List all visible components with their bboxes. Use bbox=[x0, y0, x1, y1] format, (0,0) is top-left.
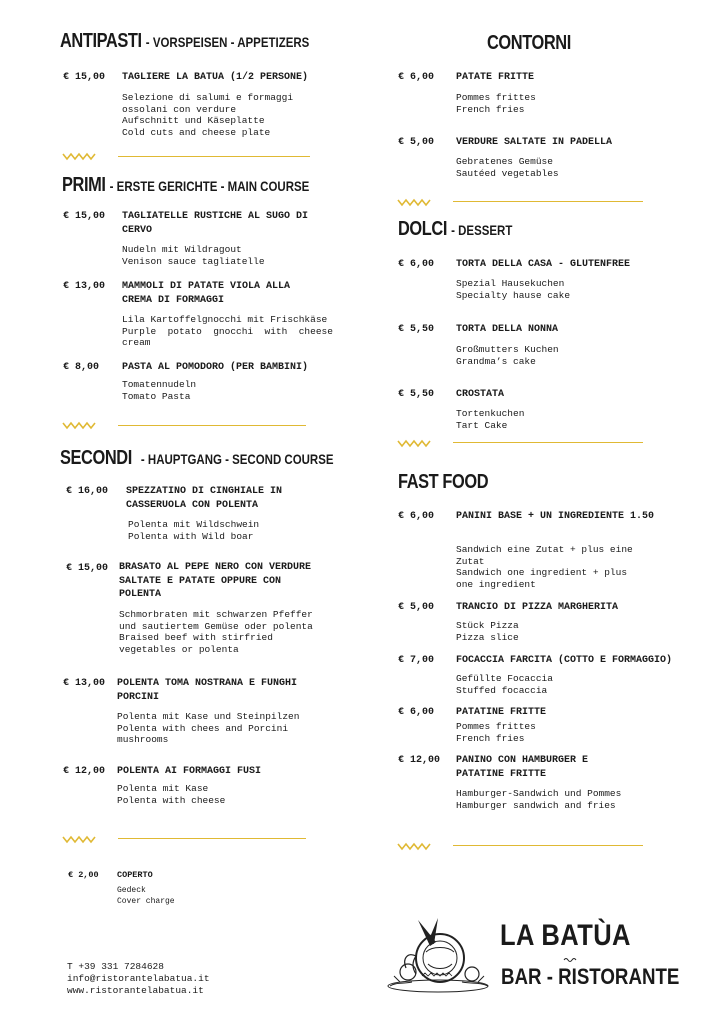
logo-tagline: BAR - RISTORANTE bbox=[501, 964, 680, 989]
section-title-antipasti: ANTIPASTI - VORSPEISEN - APPETIZERS bbox=[60, 30, 310, 52]
item-description: Selezione di salumi e formaggi ossolani con verdure Aufschnitt und Käseplatte Cold cuts and cheese plate bbox=[122, 92, 294, 138]
item-price: € 7,00 bbox=[398, 655, 435, 666]
item-description: Hamburger-Sandwich und Pommes Hamburger sandwich and fries bbox=[456, 788, 622, 811]
item-name: PATATE FRITTE bbox=[456, 72, 535, 83]
item-price: € 6,00 bbox=[398, 259, 435, 270]
item-description: Gedeck Cover charge bbox=[117, 886, 175, 906]
item-description: Stück Pizza Pizza slice bbox=[456, 620, 519, 643]
item-description: Pommes frittes French fries bbox=[456, 721, 536, 744]
item-name: COPERTO bbox=[117, 870, 153, 880]
item-description: Polenta mit Kase Polenta with cheese bbox=[117, 783, 226, 806]
item-price: € 15,00 bbox=[63, 211, 106, 222]
item-name: PANINI BASE + UN INGREDIENTE 1.50 bbox=[456, 511, 655, 522]
wave-ornament-icon bbox=[62, 151, 96, 161]
item-name: MAMMOLI DI PATATE VIOLA ALLA CREMA DI FORMAGGI bbox=[122, 281, 291, 306]
item-price: € 5,50 bbox=[398, 324, 435, 335]
item-description: Tortenkuchen Tart Cake bbox=[456, 408, 525, 431]
item-name: PATATINE FRITTE bbox=[456, 707, 547, 718]
item-name: FOCACCIA FARCITA (COTTO E FORMAGGIO) bbox=[456, 655, 673, 666]
item-description: Gefüllte Focaccia Stuffed focaccia bbox=[456, 673, 553, 696]
email: info@ristorantelabatua.it bbox=[67, 973, 210, 984]
item-description: Pommes frittes French fries bbox=[456, 92, 536, 115]
item-price: € 15,00 bbox=[66, 563, 109, 574]
item-name: BRASATO AL PEPE NERO CON VERDURE SALTATE E PATATE OPPURE CON POLENTA bbox=[119, 562, 312, 600]
item-name: PANINO CON HAMBURGER E PATATINE FRITTE bbox=[456, 755, 589, 780]
menu-item bbox=[63, 72, 105, 83]
item-description: Lila Kartoffelgnocchi mit Frischkäse Purple potato gnocchi with cheese cream bbox=[122, 314, 333, 348]
item-price: € 5,50 bbox=[398, 389, 435, 400]
section-divider bbox=[118, 838, 306, 839]
item-name: TRANCIO DI PIZZA MARGHERITA bbox=[456, 602, 619, 613]
item-price: € 12,00 bbox=[63, 766, 106, 777]
item-name: VERDURE SALTATE IN PADELLA bbox=[456, 137, 613, 148]
item-price: € 6,00 bbox=[398, 72, 435, 83]
section-divider bbox=[118, 425, 306, 426]
item-price: € 15,00 bbox=[63, 72, 106, 83]
item-name: CROSTATA bbox=[456, 389, 505, 400]
wave-ornament-icon bbox=[397, 197, 431, 207]
section-divider bbox=[453, 201, 643, 202]
item-price: € 12,00 bbox=[398, 755, 441, 766]
item-price: € 16,00 bbox=[66, 486, 109, 497]
item-name: POLENTA AI FORMAGGI FUSI bbox=[117, 766, 262, 777]
item-description: Sandwich eine Zutat + plus eine Zutat Sandwich one ingredient + plus one ingredient bbox=[456, 544, 633, 590]
pot-illustration-icon bbox=[382, 912, 494, 994]
item-name: TORTA DELLA CASA - GLUTENFREE bbox=[456, 259, 631, 270]
item-price: € 2,00 bbox=[68, 870, 99, 880]
wave-ornament-icon bbox=[62, 420, 96, 430]
item-description: Nudeln mit Wildragout Venison sauce tagliatelle bbox=[122, 244, 265, 267]
item-description: Spezial Hausekuchen Specialty hause cake bbox=[456, 278, 571, 301]
wave-ornament-icon bbox=[397, 841, 431, 851]
item-description: Schmorbraten mit schwarzen Pfeffer und sautiertem Gemüse oder polenta Braised beef with stirfried vegetables or polenta bbox=[119, 609, 313, 655]
section-title-dolci: DOLCI - DESSERT bbox=[398, 218, 513, 240]
item-name: POLENTA TOMA NOSTRANA E FUNGHI PORCINI bbox=[117, 678, 298, 703]
item-name: SPEZZATINO DI CINGHIALE IN CASSERUOLA CON POLENTA bbox=[126, 486, 283, 511]
website: www.ristorantelabatua.it bbox=[67, 985, 204, 996]
phone: T +39 331 7284628 bbox=[67, 961, 164, 972]
item-name: TAGLIERE LA BATUA (1/2 PERSONE) bbox=[122, 72, 309, 83]
item-price: € 13,00 bbox=[63, 281, 106, 292]
section-title-contorni: CONTORNI bbox=[487, 32, 571, 54]
logo-wave-icon bbox=[563, 957, 577, 962]
section-divider bbox=[453, 845, 643, 846]
item-name: TORTA DELLA NONNA bbox=[456, 324, 559, 335]
section-divider bbox=[453, 442, 643, 443]
item-price: € 6,00 bbox=[398, 707, 435, 718]
wave-ornament-icon bbox=[62, 834, 96, 844]
section-title-fastfood: FAST FOOD bbox=[398, 471, 489, 493]
item-description: Gebratenes Gemüse Sautéed vegetables bbox=[456, 156, 559, 179]
item-description: Großmutters Kuchen Grandma’s cake bbox=[456, 344, 559, 367]
item-description: Polenta mit Wildschwein Polenta with Wild boar bbox=[128, 519, 260, 542]
item-name: TAGLIATELLE RUSTICHE AL SUGO DI CERVO bbox=[122, 211, 309, 236]
section-title-secondi: SECONDI - HAUPTGANG - SECOND COURSE bbox=[60, 447, 334, 469]
section-divider bbox=[118, 156, 310, 157]
item-price: € 5,00 bbox=[398, 602, 435, 613]
section-title-primi: PRIMI - ERSTE GERICHTE - MAIN COURSE bbox=[62, 174, 310, 196]
item-description: Tomatennudeln Tomato Pasta bbox=[122, 379, 197, 402]
item-price: € 5,00 bbox=[398, 137, 435, 148]
item-price: € 8,00 bbox=[63, 362, 100, 373]
logo-name: LA BATÙA bbox=[500, 919, 631, 952]
item-price: € 6,00 bbox=[398, 511, 435, 522]
item-name: PASTA AL POMODORO (PER BAMBINI) bbox=[122, 362, 309, 373]
item-price: € 13,00 bbox=[63, 678, 106, 689]
contact-info bbox=[67, 961, 210, 997]
item-description: Polenta mit Kase und Steinpilzen Polenta with chees and Porcini mushrooms bbox=[117, 711, 300, 745]
wave-ornament-icon bbox=[397, 438, 431, 448]
